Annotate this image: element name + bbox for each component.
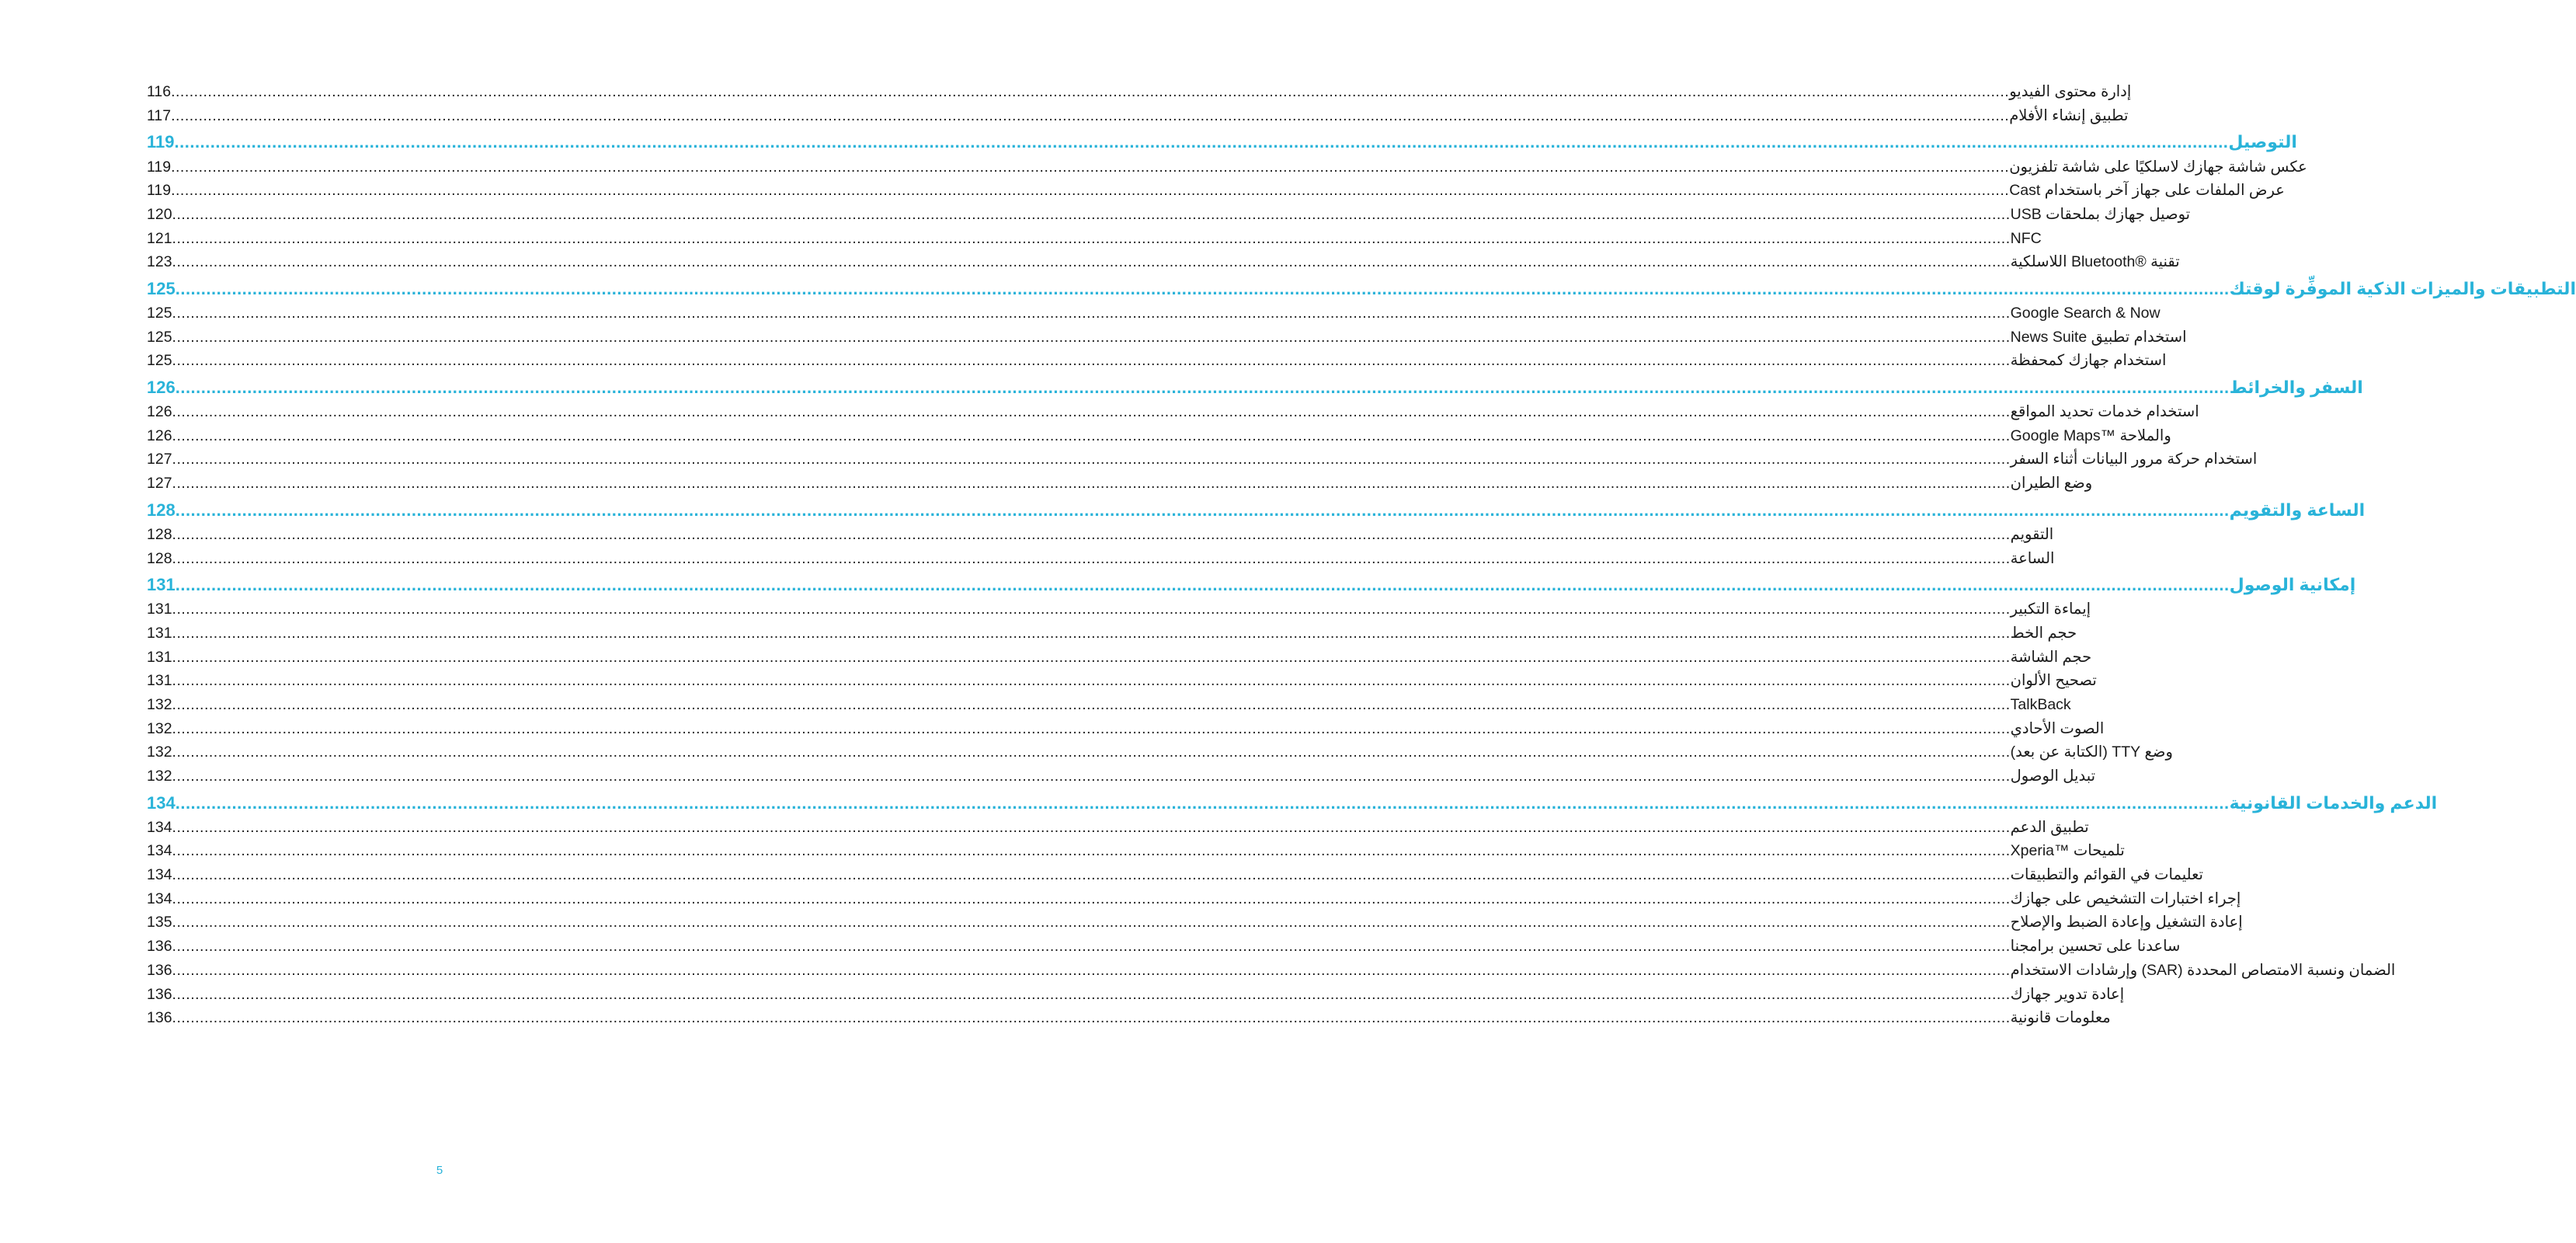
toc-title: تطبيق الدعم [2010, 818, 2089, 836]
toc-entry[interactable] [147, 251, 2180, 275]
toc-title: استخدام حركة مرور البيانات أثناء السفر [2010, 451, 2258, 468]
toc-entry[interactable] [147, 302, 2161, 326]
toc-title: Google Maps™ والملاحة [2010, 427, 2171, 444]
toc-leader-dots: ................................................................................................................................................................................................................................................................................................................................................................................................................ [172, 768, 2011, 785]
toc-entry[interactable] [147, 717, 2105, 741]
toc-title: تقنية ®Bluetooth اللاسلكية [2010, 253, 2180, 271]
toc-title: التطبيقات والميزات الذكية الموفِّرة لوقتك [2229, 278, 2576, 298]
toc-title: إعادة التشغيل وإعادة الضبط والإصلاح [2010, 914, 2243, 931]
toc-entry[interactable] [147, 401, 2199, 425]
toc-page-number: 125 [147, 305, 172, 322]
toc-leader-dots: ................................................................................................................................................................................................................................................................................................................................................................................................................ [172, 648, 2011, 666]
toc-page-number: 132 [147, 743, 172, 761]
toc-section-heading[interactable] [147, 573, 2356, 598]
toc-page-number: 127 [147, 451, 172, 468]
toc-title: استخدام جهازك كمحفظة [2010, 352, 2167, 370]
toc-leader-dots: ................................................................................................................................................................................................................................................................................................................................................................................................................ [172, 890, 2011, 907]
toc-page-number: 134 [147, 792, 176, 813]
toc-title: TalkBack [2010, 695, 2071, 713]
toc-title: حجم الشاشة [2010, 648, 2092, 666]
toc-entry[interactable] [147, 1007, 2111, 1031]
toc-entry[interactable] [147, 840, 2125, 864]
toc-page-number: 119 [147, 132, 175, 152]
toc-page-number: 134 [147, 818, 172, 836]
toc-page-number: 119 [147, 158, 172, 176]
toc-page-number: 136 [147, 985, 172, 1003]
toc-leader-dots: ................................................................................................................................................................................................................................................................................................................................................................................................................ [172, 451, 2011, 468]
toc-entry[interactable] [147, 670, 2097, 694]
toc-title: Google Search & Now [2010, 305, 2161, 322]
toc-title: استخدام تطبيق News Suite [2010, 328, 2187, 346]
toc-entry[interactable] [147, 227, 2042, 251]
toc-title: وضع TTY (الكتابة عن بعد) [2010, 743, 2173, 761]
toc-leader-dots: ................................................................................................................................................................................................................................................................................................................................................................................................................ [172, 866, 2011, 884]
toc-title: تلميحات ™Xperia [2010, 842, 2125, 860]
toc-leader-dots: ................................................................................................................................................................................................................................................................................................................................................................................................................ [172, 549, 2011, 567]
toc-entry[interactable] [147, 204, 2191, 228]
toc-entry[interactable] [147, 911, 2243, 935]
toc-title: تصحيح الألوان [2010, 672, 2097, 690]
toc-entry[interactable] [147, 741, 2173, 765]
toc-entry[interactable] [147, 350, 2167, 374]
toc-page-number: 131 [147, 575, 176, 594]
toc-title: التوصيل [2228, 132, 2297, 152]
toc-title: الساعة والتقويم [2229, 500, 2366, 520]
toc-page-number: 120 [147, 205, 172, 223]
toc-page-number: 134 [147, 866, 172, 884]
toc-page-number: 134 [147, 842, 172, 860]
toc-title: معلومات قانونية [2010, 1009, 2111, 1027]
toc-entry[interactable] [147, 448, 2258, 472]
toc-entry[interactable] [147, 598, 2091, 622]
toc-entry[interactable] [147, 959, 2396, 984]
toc-title: عرض الملفات على جهاز آخر باستخدام Cast [2009, 182, 2285, 200]
table-of-contents [147, 81, 2576, 1031]
toc-leader-dots: ................................................................................................................................................................................................................................................................................................................................................................................................................ [172, 985, 2011, 1003]
toc-entry[interactable] [147, 105, 2129, 129]
toc-leader-dots: ................................................................................................................................................................................................................................................................................................................................................................................................................ [172, 743, 2011, 761]
toc-page-number: 131 [147, 601, 172, 618]
toc-page-number: 125 [147, 352, 172, 370]
toc-leader-dots: ................................................................................................................................................................................................................................................................................................................................................................................................................ [175, 377, 2230, 397]
toc-section-heading[interactable] [147, 498, 2366, 524]
toc-title: تعليمات في القوائم والتطبيقات [2010, 866, 2203, 884]
toc-page-number: 123 [147, 253, 172, 271]
toc-entry[interactable] [147, 81, 2132, 105]
toc-title: إيماءة التكبير [2010, 601, 2091, 618]
toc-entry[interactable] [147, 888, 2241, 912]
toc-title: إمكانية الوصول [2229, 575, 2356, 594]
toc-leader-dots: ................................................................................................................................................................................................................................................................................................................................................................................................................ [172, 818, 2011, 836]
toc-leader-dots: ................................................................................................................................................................................................................................................................................................................................................................................................................ [171, 182, 2010, 200]
toc-title: وضع الطيران [2010, 475, 2093, 493]
toc-leader-dots: ................................................................................................................................................................................................................................................................................................................................................................................................................ [171, 83, 2010, 101]
toc-leader-dots: ................................................................................................................................................................................................................................................................................................................................................................................................................ [172, 1009, 2011, 1027]
toc-leader-dots: ................................................................................................................................................................................................................................................................................................................................................................................................................ [172, 253, 2011, 271]
toc-entry[interactable] [147, 622, 2077, 646]
toc-page-number: 135 [147, 914, 172, 931]
toc-leader-dots: ................................................................................................................................................................................................................................................................................................................................................................................................................ [174, 132, 2229, 152]
toc-leader-dots: ................................................................................................................................................................................................................................................................................................................................................................................................................ [172, 719, 2011, 737]
toc-page-number: 131 [147, 648, 172, 666]
toc-entry[interactable] [147, 155, 2307, 179]
toc-leader-dots: ................................................................................................................................................................................................................................................................................................................................................................................................................ [172, 672, 2011, 690]
toc-page-number: 116 [147, 83, 172, 101]
toc-page-number: 131 [147, 624, 172, 642]
toc-leader-dots: ................................................................................................................................................................................................................................................................................................................................................................................................................ [172, 624, 2011, 642]
toc-leader-dots: ................................................................................................................................................................................................................................................................................................................................................................................................................ [175, 792, 2230, 813]
toc-title: تطبيق إنشاء الأفلام [2009, 106, 2129, 124]
toc-page-number: 125 [147, 328, 172, 346]
toc-page-number: 127 [147, 475, 172, 493]
toc-section-heading[interactable] [147, 791, 2438, 816]
toc-page-number: 128 [147, 549, 172, 567]
toc-leader-dots: ................................................................................................................................................................................................................................................................................................................................................................................................................ [172, 305, 2011, 322]
toc-page-number: 119 [147, 182, 172, 200]
toc-entry[interactable] [147, 935, 2181, 959]
toc-title: عكس شاشة جهازك لاسلكيًا على شاشة تلفزيون [2009, 158, 2307, 176]
toc-entry[interactable] [147, 983, 2125, 1007]
toc-section-heading[interactable] [147, 130, 2297, 155]
toc-leader-dots: ................................................................................................................................................................................................................................................................................................................................................................................................................ [172, 205, 2011, 223]
toc-leader-dots: ................................................................................................................................................................................................................................................................................................................................................................................................................ [172, 403, 2011, 421]
toc-title: استخدام خدمات تحديد المواقع [2010, 403, 2199, 421]
toc-title: الدعم والخدمات القانونية [2229, 792, 2438, 813]
toc-title: إعادة تدوير جهازك [2010, 985, 2125, 1003]
toc-page-number: 132 [147, 768, 172, 785]
toc-page-number: 126 [147, 403, 172, 421]
toc-page-number: 126 [147, 377, 176, 397]
toc-section-heading[interactable] [147, 277, 2576, 302]
toc-entry[interactable] [147, 326, 2187, 350]
toc-leader-dots: ................................................................................................................................................................................................................................................................................................................................................................................................................ [172, 695, 2011, 713]
toc-page-number: 125 [147, 278, 176, 298]
toc-entry[interactable] [147, 765, 2096, 789]
toc-title: NFC [2010, 229, 2042, 247]
toc-page-number: 136 [147, 938, 172, 956]
toc-leader-dots: ................................................................................................................................................................................................................................................................................................................................................................................................................ [172, 427, 2011, 444]
toc-page-number: 128 [147, 525, 172, 543]
toc-title: إجراء اختبارات التشخيص على جهازك [2010, 890, 2241, 907]
toc-entry[interactable] [147, 472, 2093, 496]
toc-title: توصيل جهازك بملحقات USB [2010, 205, 2191, 223]
toc-page-number: 117 [147, 106, 172, 124]
toc-page-number: 132 [147, 719, 172, 737]
toc-leader-dots: ................................................................................................................................................................................................................................................................................................................................................................................................................ [175, 500, 2230, 520]
toc-entry[interactable] [147, 864, 2203, 888]
toc-leader-dots: ................................................................................................................................................................................................................................................................................................................................................................................................................ [172, 914, 2011, 931]
toc-page-number: 132 [147, 695, 172, 713]
toc-page-number: 131 [147, 672, 172, 690]
toc-section-heading[interactable] [147, 375, 2363, 401]
toc-page-number: 128 [147, 500, 176, 520]
toc-leader-dots: ................................................................................................................................................................................................................................................................................................................................................................................................................ [172, 475, 2011, 493]
toc-title: ساعدنا على تحسين برامجنا [2010, 938, 2181, 956]
toc-title: إدارة محتوى الفيديو [2009, 83, 2132, 101]
toc-leader-dots: ................................................................................................................................................................................................................................................................................................................................................................................................................ [172, 938, 2011, 956]
toc-leader-dots: ................................................................................................................................................................................................................................................................................................................................................................................................................ [172, 352, 2011, 370]
page-number: 5 [436, 1164, 443, 1177]
toc-leader-dots: ................................................................................................................................................................................................................................................................................................................................................................................................................ [175, 278, 2230, 298]
toc-page-number: 136 [147, 1009, 172, 1027]
toc-title: الضمان ونسبة الامتصاص المحددة (SAR) وإرشادات الاستخدام [2010, 961, 2396, 979]
toc-entry[interactable] [147, 425, 2171, 449]
toc-title: الساعة [2010, 549, 2055, 567]
toc-title: تبديل الوصول [2010, 768, 2096, 785]
toc-leader-dots: ................................................................................................................................................................................................................................................................................................................................................................................................................ [172, 601, 2011, 618]
toc-entry[interactable] [147, 816, 2089, 841]
toc-entry[interactable] [147, 179, 2285, 204]
toc-entry[interactable] [147, 646, 2092, 670]
toc-leader-dots: ................................................................................................................................................................................................................................................................................................................................................................................................................ [172, 328, 2011, 346]
toc-leader-dots: ................................................................................................................................................................................................................................................................................................................................................................................................................ [172, 961, 2011, 979]
toc-page-number: 121 [147, 229, 172, 247]
toc-leader-dots: ................................................................................................................................................................................................................................................................................................................................................................................................................ [172, 842, 2011, 860]
toc-entry[interactable] [147, 547, 2055, 571]
toc-leader-dots: ................................................................................................................................................................................................................................................................................................................................................................................................................ [175, 575, 2230, 594]
toc-page-number: 136 [147, 961, 172, 979]
toc-entry[interactable] [147, 694, 2071, 718]
toc-leader-dots: ................................................................................................................................................................................................................................................................................................................................................................................................................ [172, 229, 2011, 247]
toc-page-number: 126 [147, 427, 172, 444]
toc-title: السفر والخرائط [2229, 377, 2363, 397]
toc-page-number: 134 [147, 890, 172, 907]
toc-leader-dots: ................................................................................................................................................................................................................................................................................................................................................................................................................ [172, 525, 2011, 543]
toc-leader-dots: ................................................................................................................................................................................................................................................................................................................................................................................................................ [171, 106, 2010, 124]
toc-entry[interactable] [147, 524, 2054, 548]
toc-title: حجم الخط [2010, 624, 2077, 642]
toc-leader-dots: ................................................................................................................................................................................................................................................................................................................................................................................................................ [171, 158, 2010, 176]
toc-title: الصوت الأحادي [2010, 719, 2105, 737]
toc-title: التقويم [2010, 525, 2054, 543]
